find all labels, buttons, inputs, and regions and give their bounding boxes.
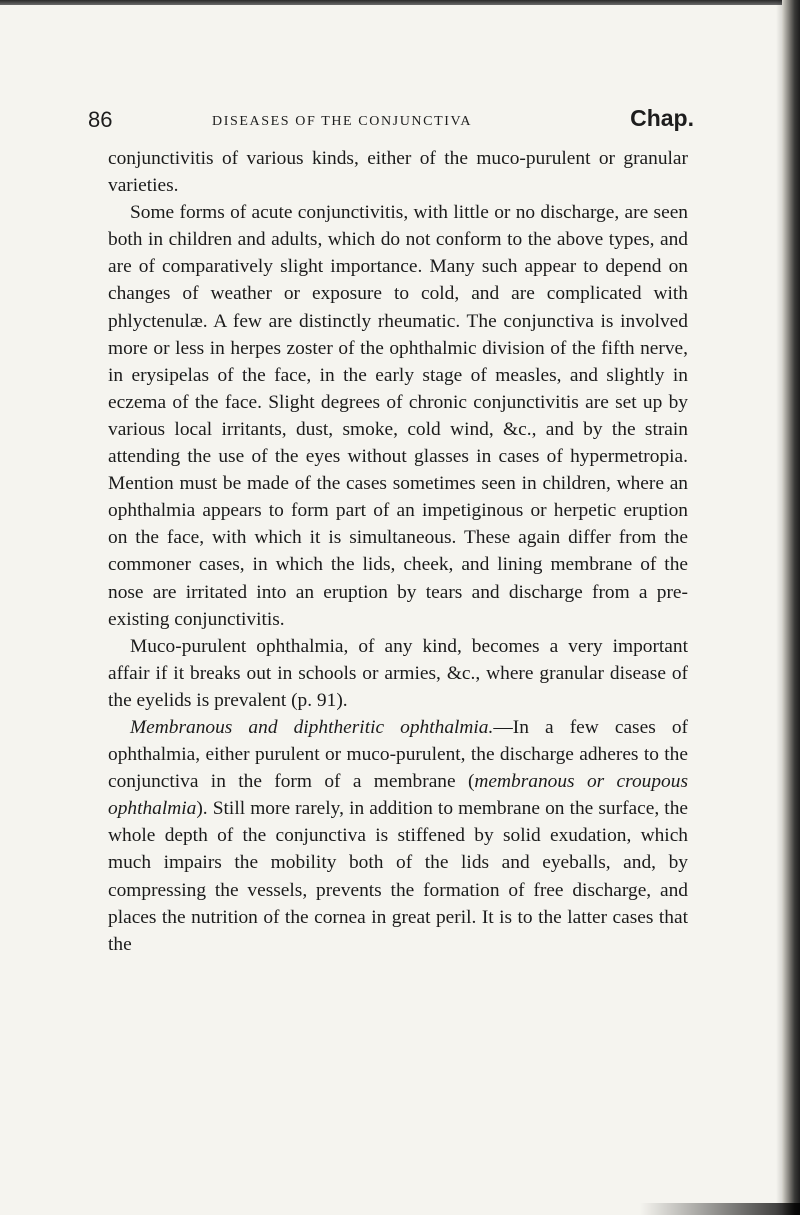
paragraph-continuation: conjunctivitis of various kinds, either of the muco-purulent or granular varieties. bbox=[108, 148, 688, 197]
top-edge-shadow bbox=[0, 0, 800, 5]
bottom-corner-shadow bbox=[640, 1203, 800, 1215]
book-spine-edge bbox=[782, 0, 800, 1215]
running-title: DISEASES OF THE CONJUNCTIVA bbox=[212, 114, 473, 129]
chapter-label: Chap. bbox=[630, 105, 694, 131]
paragraph-membranous-text-2: ). Still more rarely, in addition to membrane on the surface, the whole depth of the conjunctiva is stiffened by solid exudation, which much impairs the mobility both of the lids and eyeballs, and, by compressing the vessels, prevents the formation of free discharge, and places the nutrition of the cornea in great peril. It is to the latter cases that the bbox=[108, 798, 688, 955]
paragraph-acute-conjunctivitis: Some forms of acute conjunctivitis, with little or no discharge, are seen both in children and adults, which do not conform to the above types, and are of comparatively slight importance. Many such appear to depend on changes of weather or exposure to cold, and are complicated with phlyctenulæ. A few are distinctly rheumatic. The conjunctiva is involved more or less in herpes zoster of the ophthalmic division of the fifth nerve, in erysipelas of the face, in the early stage of measles, and slightly in eczema of the face. Slight degrees of chronic conjunctivitis are set up by various local irritants, dust, smoke, cold wind, &c., and by the strain attending the use of the eyes without glasses in cases of hypermetropia. Mention must be made of the cases sometimes seen in children, where an ophthalmia appears to form part of an impetiginous or herpetic eruption on the face, with which it is simultaneous. These again differ from the commoner cases, in which the lids, cheek, and lining membrane of the nose are irritated into an eruption by tears and discharge from a pre-existing conjunctivitis. bbox=[108, 202, 688, 630]
paragraph-membranous bbox=[108, 714, 688, 958]
section-heading-membranous: Membranous and diphtheritic ophthalmia. bbox=[130, 716, 494, 738]
running-head bbox=[88, 103, 694, 135]
paragraph-membranous-text-1: —In a few cases of ophthalmia, either purulent or muco-purulent, the discharge adheres to the conjunctiva in the form of a membrane ( bbox=[108, 716, 689, 793]
page-number: 86 bbox=[88, 107, 113, 132]
paragraph-membranous-italic: membranous or croupous ophthalmia bbox=[108, 771, 688, 820]
body-text bbox=[108, 145, 688, 958]
paragraph-muco-purulent: Muco-purulent ophthalmia, of any kind, becomes a very important affair if it breaks out in schools or armies, &c., where granular disease of the eyelids is prevalent (p. 91). bbox=[108, 635, 688, 711]
